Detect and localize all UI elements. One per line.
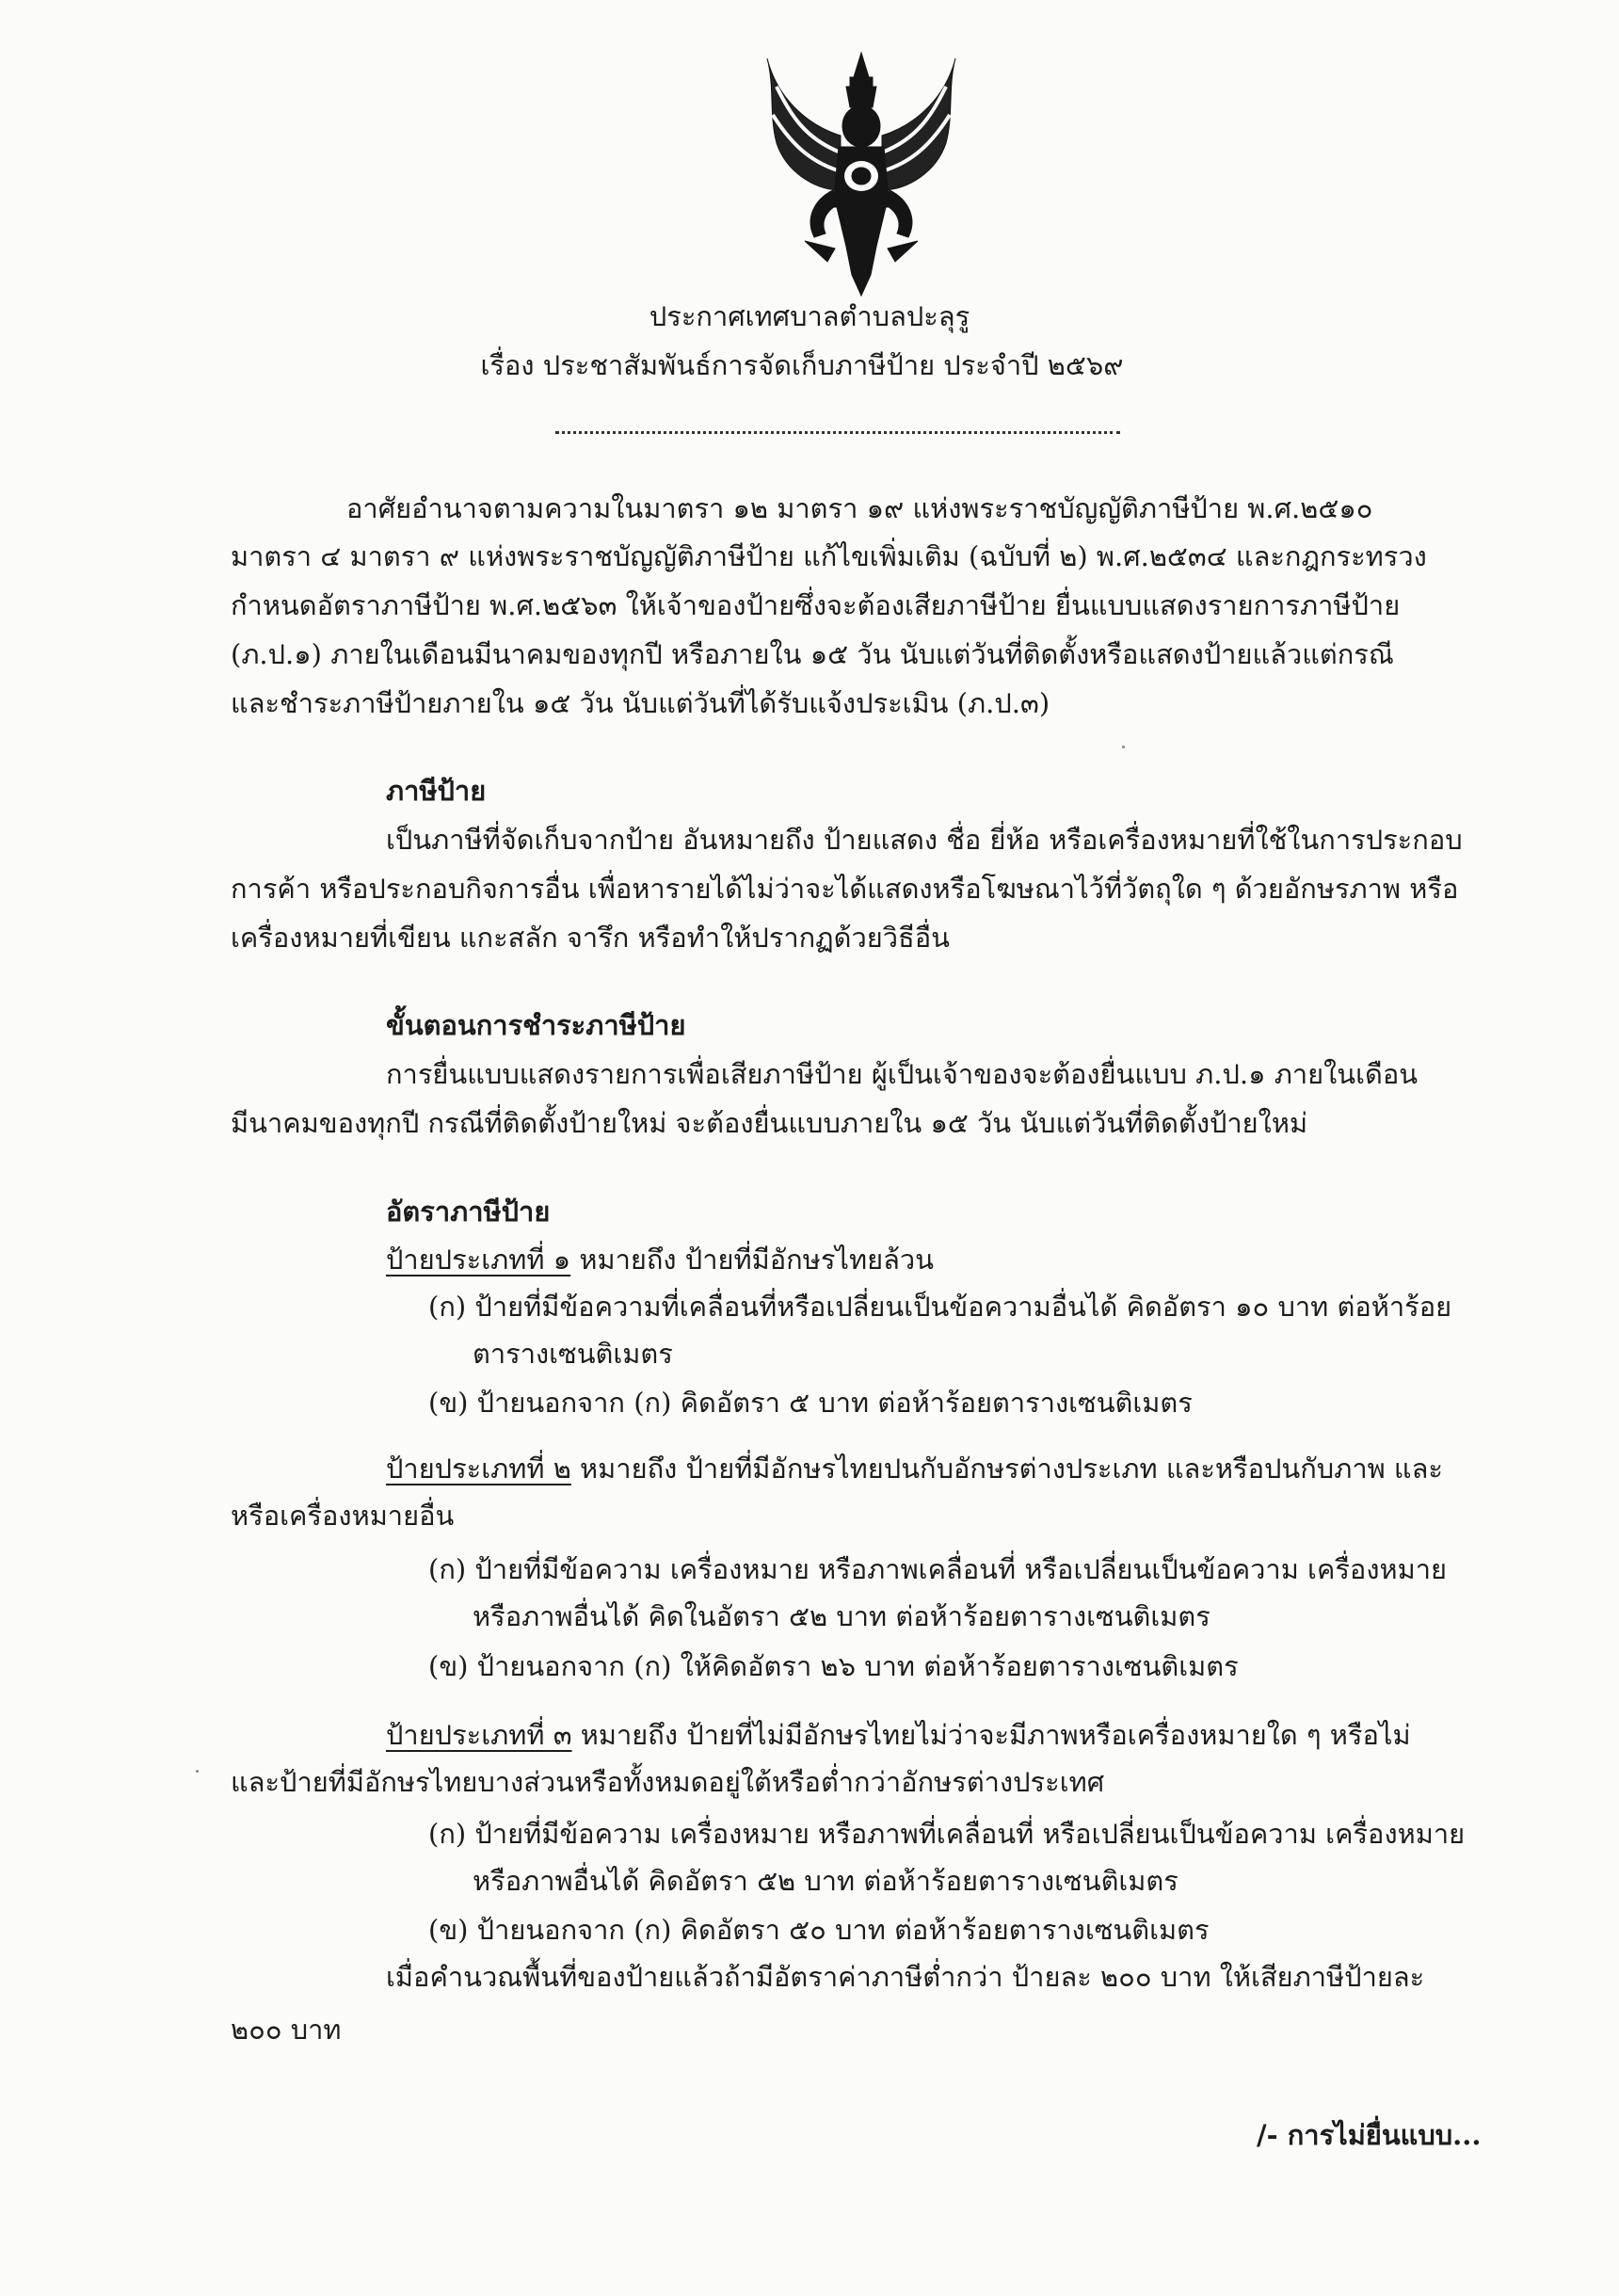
garuda-emblem-icon — [748, 49, 974, 303]
intro-line-3: กำหนดอัตราภาษีป้าย พ.ศ.๒๕๖๓ ให้เจ้าของป้ายซึ่งจะต้องเสียภาษีป้าย ยื่นแบบแสดงรายการภาษีป้าย — [231, 589, 1401, 621]
type3-a-line-2: หรือภาพอื่นได้ คิดอัตรา ๕๒ บาท ต่อห้าร้อยตารางเซนติเมตร — [473, 1865, 1178, 1897]
type2-label: ป้ายประเภทที่ ๒ — [386, 1453, 571, 1485]
agency-title: ประกาศเทศบาลตำบลปะลุรู — [649, 300, 970, 332]
intro-line-4: (ภ.ป.๑) ภายในเดือนมีนาคมของทุกปี หรือภายใน ๑๕ วัน นับแต่วันที่ติดตั้งหรือแสดงป้ายแล้วแต่กรณี — [231, 638, 1394, 670]
minimum-line-2: ๒๐๐ บาท — [231, 2014, 342, 2046]
scan-speck — [196, 1770, 199, 1773]
type2-row — [386, 1450, 1443, 1487]
type2-a-line-2: หรือภาพอื่นได้ คิดในอัตรา ๕๒ บาท ต่อห้าร้อยตารางเซนติเมตร — [473, 1600, 1210, 1632]
procedure-line-2: มีนาคมของทุกปี กรณีที่ติดตั้งป้ายใหม่ จะต้องยื่นแบบภายใน ๑๕ วัน นับแต่วันที่ติดตั้งป้ายใหม่ — [231, 1107, 1308, 1139]
announcement-subject: เรื่อง ประชาสัมพันธ์การจัดเก็บภาษีป้าย ประจำปี ๒๕๖๙ — [480, 349, 1124, 381]
type3-b-line: (ข) ป้ายนอกจาก (ก) คิดอัตรา ๕๐ บาท ต่อห้าร้อยตารางเซนติเมตร — [428, 1914, 1210, 1946]
type2-desc: หมายถึง ป้ายที่มีอักษรไทยปนกับอักษรต่างประเภท และหรือปนกับภาพ และ — [570, 1453, 1443, 1485]
type3-desc: หมายถึง ป้ายที่ไม่มีอักษรไทยไม่ว่าจะมีภาพหรือเครื่องหมายใด ๆ หรือไม่ — [571, 1719, 1411, 1751]
procedure-line-1: การยื่นแบบแสดงรายการเพื่อเสียภาษีป้าย ผู้เป็นเจ้าของจะต้องยื่นแบบ ภ.ป.๑ ภายในเดือน — [386, 1058, 1419, 1090]
type1-a-line-1: (ก) ป้ายที่มีข้อความที่เคลื่อนที่หรือเปลี่ยนเป็นข้อความอื่นได้ คิดอัตรา ๑๐ บาท ต่อห้าร้อย — [428, 1291, 1452, 1323]
rates-heading: อัตราภาษีป้าย — [386, 1196, 551, 1228]
intro-line-5: และชำระภาษีป้ายภายใน ๑๕ วัน นับแต่วันที่ได้รับแจ้งประเมิน (ภ.ป.๓) — [231, 687, 1050, 719]
type1-b-line: (ข) ป้ายนอกจาก (ก) คิดอัตรา ๕ บาท ต่อห้าร้อยตารางเซนติเมตร — [428, 1387, 1193, 1419]
minimum-line-1: เมื่อคำนวณพื้นที่ของป้ายแล้วถ้ามีอัตราค่าภาษีต่ำกว่า ป้ายละ ๒๐๐ บาท ให้เสียภาษีป้ายละ — [386, 1961, 1425, 1993]
sign-tax-line-1: เป็นภาษีที่จัดเก็บจากป้าย อันหมายถึง ป้ายแสดง ชื่อ ยี่ห้อ หรือเครื่องหมายที่ใช้ในการประกอบ — [386, 824, 1463, 856]
type3-desc-line-2: และป้ายที่มีอักษรไทยบางส่วนหรือทั้งหมดอยู่ใต้หรือต่ำกว่าอักษรต่างประเทศ — [231, 1766, 1105, 1798]
divider-dotted — [555, 431, 1120, 434]
type3-a-line-1: (ก) ป้ายที่มีข้อความ เครื่องหมาย หรือภาพที่เคลื่อนที่ หรือเปลี่ยนเป็นข้อความ เครื่องหมาย — [428, 1818, 1466, 1850]
intro-line-1: อาศัยอำนาจตามความในมาตรา ๑๒ มาตรา ๑๙ แห่งพระราชบัญญัติภาษีป้าย พ.ศ.๒๕๑๐ — [346, 492, 1373, 524]
sign-tax-line-3: เครื่องหมายที่เขียน แกะสลัก จารึก หรือทำให้ปรากฏด้วยวิธีอื่น — [231, 922, 950, 954]
type1-desc: หมายถึง ป้ายที่มีอักษรไทยล้วน — [570, 1244, 934, 1276]
procedure-heading: ขั้นตอนการชำระภาษีป้าย — [386, 1009, 686, 1041]
scan-speck — [1122, 746, 1125, 748]
type2-b-line: (ข) ป้ายนอกจาก (ก) ให้คิดอัตรา ๒๖ บาท ต่อห้าร้อยตารางเซนติเมตร — [428, 1650, 1239, 1682]
intro-line-2: มาตรา ๔ มาตรา ๙ แห่งพระราชบัญญัติภาษีป้าย แก้ไขเพิ่มเติม (ฉบับที่ ๒) พ.ศ.๒๕๓๔ และกฎกระทรวง — [231, 540, 1427, 572]
type3-row — [386, 1716, 1411, 1754]
type1-label: ป้ายประเภทที่ ๑ — [386, 1244, 571, 1276]
sign-tax-line-2: การค้า หรือประกอบกิจการอื่น เพื่อหารายได้ไม่ว่าจะได้แสดงหรือโฆษณาไว้ที่วัตถุใด ๆ ด้วยอักษรภาพ หรือ — [231, 873, 1459, 905]
type1-row — [386, 1241, 934, 1278]
type3-label: ป้ายประเภทที่ ๓ — [386, 1719, 572, 1751]
type2-desc-line-2: หรือเครื่องหมายอื่น — [231, 1500, 455, 1532]
type1-a-line-2: ตารางเซนติเมตร — [473, 1338, 673, 1370]
type2-a-line-1: (ก) ป้ายที่มีข้อความ เครื่องหมาย หรือภาพเคลื่อนที่ หรือเปลี่ยนเป็นข้อความ เครื่องหมาย — [428, 1553, 1448, 1585]
sign-tax-heading: ภาษีป้าย — [386, 775, 487, 807]
continued-footer: /- การไม่ยื่นแบบ... — [1257, 2119, 1482, 2151]
